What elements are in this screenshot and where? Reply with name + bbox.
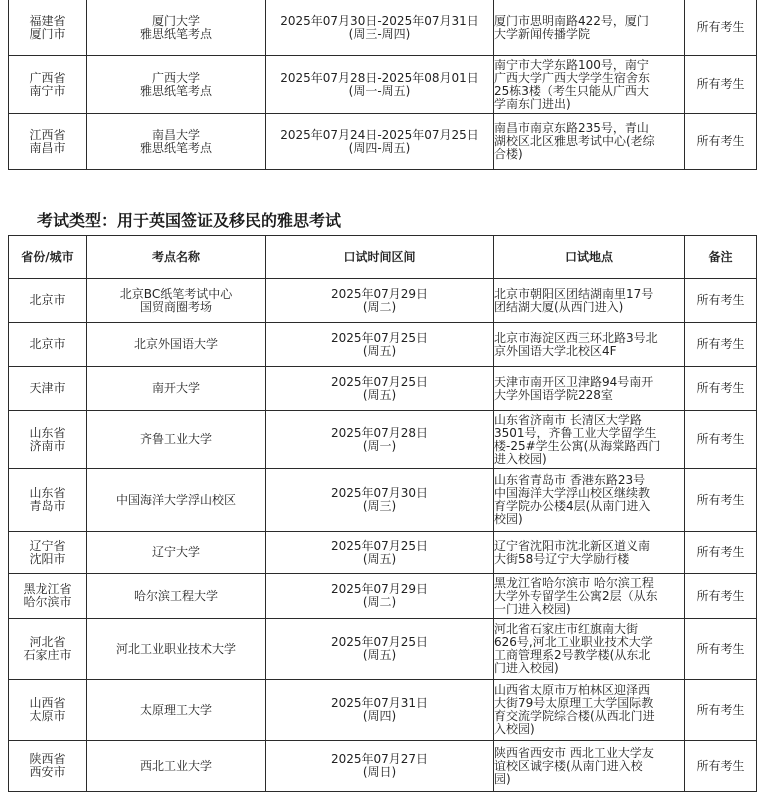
table-row: [9, 114, 757, 170]
table-row: [9, 56, 757, 114]
time-cell: 2025年07月25日 (周五): [266, 532, 494, 574]
location-cell: 南昌市南京东路235号，青山 湖校区北区雅思考试中心(老综 合楼): [494, 114, 685, 170]
province-cell: 广西省 南宁市: [9, 56, 87, 114]
time-cell: 2025年07月28日 (周一): [266, 411, 494, 469]
venue-cell: 辽宁大学: [87, 532, 266, 574]
table-row: [9, 367, 757, 411]
location-cell: 山西省太原市万柏林区迎泽西 大街79号太原理工大学国际教 育交流学院综合楼(从西北门进 入校园): [494, 680, 685, 741]
header-note: 备注: [685, 236, 757, 279]
note-cell: 所有考生: [685, 680, 757, 741]
venue-cell: 中国海洋大学浮山校区: [87, 469, 266, 532]
table-row: [9, 574, 757, 619]
note-cell: 所有考生: [685, 114, 757, 170]
note-cell: 所有考生: [685, 279, 757, 323]
table-header: [9, 236, 757, 279]
location-cell: 河北省石家庄市红旗南大街 626号,河北工业职业技术大学 工商管理系2号教学楼(从东北 门进入校园): [494, 619, 685, 680]
location-cell: 山东省青岛市 香港东路23号 中国海洋大学浮山校区继续教 育学院办公楼4层(从南门进入 校园): [494, 469, 685, 532]
note-cell: 所有考生: [685, 741, 757, 792]
province-cell: 黑龙江省 哈尔滨市: [9, 574, 87, 619]
province-cell: 山东省 济南市: [9, 411, 87, 469]
time-cell: 2025年07月30日-2025年07月31日 (周三-周四): [266, 0, 494, 56]
time-cell: 2025年07月29日 (周二): [266, 574, 494, 619]
venue-cell: 西北工业大学: [87, 741, 266, 792]
time-cell: 2025年07月27日 (周日): [266, 741, 494, 792]
venue-cell: 河北工业职业技术大学: [87, 619, 266, 680]
note-cell: 所有考生: [685, 619, 757, 680]
venue-cell: 厦门大学 雅思纸笔考点: [87, 0, 266, 56]
note-cell: 所有考生: [685, 367, 757, 411]
visa-table-body: [9, 279, 757, 792]
venue-cell: 南昌大学 雅思纸笔考点: [87, 114, 266, 170]
note-cell: 所有考生: [685, 532, 757, 574]
time-cell: 2025年07月30日 (周三): [266, 469, 494, 532]
header-venue: 考点名称: [87, 236, 266, 279]
table-row: [9, 279, 757, 323]
province-cell: 天津市: [9, 367, 87, 411]
time-cell: 2025年07月25日 (周五): [266, 323, 494, 367]
province-cell: 山东省 青岛市: [9, 469, 87, 532]
table-row: [9, 680, 757, 741]
top-table-body: [9, 0, 757, 170]
header-time: 口试时间区间: [266, 236, 494, 279]
note-cell: 所有考生: [685, 0, 757, 56]
province-cell: 辽宁省 沈阳市: [9, 532, 87, 574]
note-cell: 所有考生: [685, 469, 757, 532]
location-cell: 南宁市大学东路100号，南宁 广西大学广西大学学生宿舍东 25栋3楼（考生只能从广西大 学南东门进出): [494, 56, 685, 114]
province-cell: 江西省 南昌市: [9, 114, 87, 170]
venue-cell: 太原理工大学: [87, 680, 266, 741]
location-cell: 陕西省西安市 西北工业大学友 谊校区诚字楼(从南门进入校 园): [494, 741, 685, 792]
time-cell: 2025年07月29日 (周二): [266, 279, 494, 323]
exam-venue-table-top: [8, 0, 757, 170]
venue-cell: 北京外国语大学: [87, 323, 266, 367]
table-row: [9, 0, 757, 56]
province-cell: 北京市: [9, 323, 87, 367]
note-cell: 所有考生: [685, 411, 757, 469]
table-row: [9, 532, 757, 574]
time-cell: 2025年07月28日-2025年08月01日 (周一-周五): [266, 56, 494, 114]
table-row: [9, 619, 757, 680]
location-cell: 辽宁省沈阳市沈北新区道义南 大街58号辽宁大学励行楼: [494, 532, 685, 574]
time-cell: 2025年07月25日 (周五): [266, 619, 494, 680]
section-title: 考试类型：用于英国签证及移民的雅思考试: [37, 211, 342, 230]
location-cell: 黑龙江省哈尔滨市 哈尔滨工程 大学外专留学生公寓2层（从东 一门进入校园): [494, 574, 685, 619]
location-cell: 厦门市思明南路422号，厦门 大学新闻传播学院: [494, 0, 685, 56]
province-cell: 北京市: [9, 279, 87, 323]
table-row: [9, 469, 757, 532]
location-cell: 北京市朝阳区团结湖南里17号 团结湖大厦(从西门进入): [494, 279, 685, 323]
venue-cell: 齐鲁工业大学: [87, 411, 266, 469]
table-row: [9, 411, 757, 469]
header-row: [9, 236, 757, 279]
time-cell: 2025年07月31日 (周四): [266, 680, 494, 741]
venue-cell: 哈尔滨工程大学: [87, 574, 266, 619]
province-cell: 山西省 太原市: [9, 680, 87, 741]
venue-cell: 南开大学: [87, 367, 266, 411]
header-location: 口试地点: [494, 236, 685, 279]
note-cell: 所有考生: [685, 574, 757, 619]
header-province: 省份/城市: [9, 236, 87, 279]
table-row: [9, 323, 757, 367]
province-cell: 河北省 石家庄市: [9, 619, 87, 680]
venue-cell: 广西大学 雅思纸笔考点: [87, 56, 266, 114]
time-cell: 2025年07月24日-2025年07月25日 (周四-周五): [266, 114, 494, 170]
venue-cell: 北京BC纸笔考试中心 国贸商圈考场: [87, 279, 266, 323]
note-cell: 所有考生: [685, 56, 757, 114]
exam-venue-table-visa: [8, 235, 757, 792]
table-row: [9, 741, 757, 792]
note-cell: 所有考生: [685, 323, 757, 367]
location-cell: 山东省济南市 长清区大学路 3501号，齐鲁工业大学留学生 楼-25#学生公寓(从海棠路西门 进入校园): [494, 411, 685, 469]
location-cell: 北京市海淀区西三环北路3号北 京外国语大学北校区4F: [494, 323, 685, 367]
province-cell: 福建省 厦门市: [9, 0, 87, 56]
location-cell: 天津市南开区卫津路94号南开 大学外国语学院228室: [494, 367, 685, 411]
province-cell: 陕西省 西安市: [9, 741, 87, 792]
time-cell: 2025年07月25日 (周五): [266, 367, 494, 411]
